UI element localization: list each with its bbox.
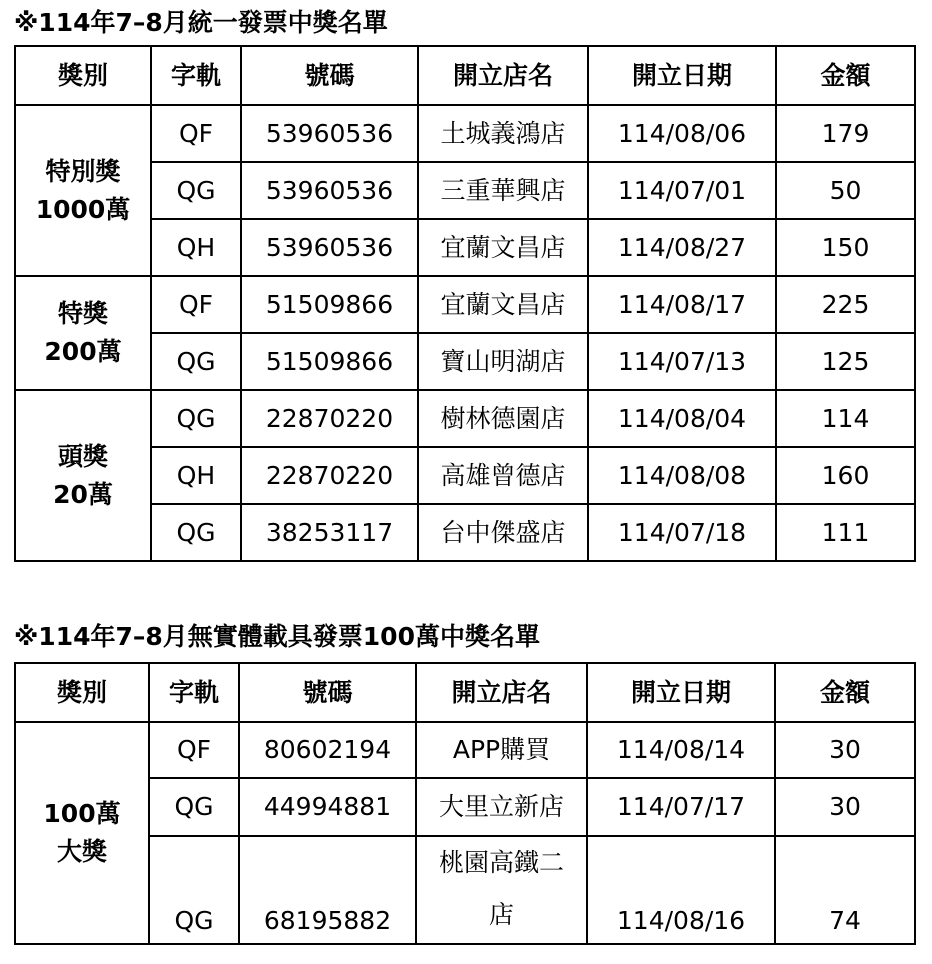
store-name-line: 桃園高鐵二 bbox=[438, 848, 564, 877]
amount-cell: 114 bbox=[776, 390, 915, 447]
table-row bbox=[15, 276, 915, 333]
no-carrier-winners-table bbox=[14, 662, 916, 945]
header-store: 開立店名 bbox=[418, 46, 588, 105]
table-header-row bbox=[15, 663, 915, 722]
table-header-row bbox=[15, 46, 915, 105]
track-cell: QG bbox=[149, 778, 239, 836]
prize-name: 特獎 bbox=[57, 299, 108, 328]
header-date: 開立日期 bbox=[588, 46, 776, 105]
prize-name: 大獎 bbox=[56, 837, 107, 866]
track-cell: QH bbox=[151, 447, 241, 504]
date-cell: 114/08/06 bbox=[588, 105, 776, 162]
header-date: 開立日期 bbox=[587, 663, 775, 722]
number-cell: 53960536 bbox=[241, 162, 418, 219]
date-cell: 114/07/17 bbox=[587, 778, 775, 836]
track-cell: QF bbox=[151, 105, 241, 162]
number-cell: 51509866 bbox=[241, 276, 418, 333]
table-row bbox=[15, 722, 915, 778]
amount-cell: 30 bbox=[775, 778, 915, 836]
store-cell: 寶山明湖店 bbox=[418, 333, 588, 390]
prize-cell bbox=[15, 722, 149, 944]
track-cell: QG bbox=[151, 504, 241, 561]
header-prize: 獎別 bbox=[15, 46, 151, 105]
store-name-line: 店 bbox=[488, 900, 514, 929]
header-prize: 獎別 bbox=[15, 663, 149, 722]
number-cell: 22870220 bbox=[241, 447, 418, 504]
amount-cell: 150 bbox=[776, 219, 915, 276]
number-cell: 22870220 bbox=[241, 390, 418, 447]
store-cell: 大里立新店 bbox=[416, 778, 587, 836]
store-cell: 三重華興店 bbox=[418, 162, 588, 219]
header-amount: 金額 bbox=[776, 46, 915, 105]
date-cell: 114/08/04 bbox=[588, 390, 776, 447]
prize-cell bbox=[15, 390, 151, 561]
header-number: 號碼 bbox=[239, 663, 416, 722]
table-row bbox=[15, 390, 915, 447]
prize-name: 特別獎 bbox=[45, 156, 121, 186]
track-cell: QH bbox=[151, 219, 241, 276]
track-cell: QG bbox=[151, 390, 241, 447]
prize-amount: 100萬 bbox=[43, 799, 121, 828]
header-track: 字軌 bbox=[149, 663, 239, 722]
amount-cell: 50 bbox=[776, 162, 915, 219]
date-cell: 114/07/01 bbox=[588, 162, 776, 219]
amount-cell: 225 bbox=[776, 276, 915, 333]
track-cell: QF bbox=[149, 722, 239, 778]
amount-cell: 125 bbox=[776, 333, 915, 390]
store-cell: 樹林德園店 bbox=[418, 390, 588, 447]
store-cell: 土城義鴻店 bbox=[418, 105, 588, 162]
prize-amount: 200萬 bbox=[44, 337, 122, 366]
store-cell: 宜蘭文昌店 bbox=[418, 276, 588, 333]
prize-amount: 1000萬 bbox=[35, 194, 131, 224]
number-cell: 51509866 bbox=[241, 333, 418, 390]
number-cell: 38253117 bbox=[241, 504, 418, 561]
track-cell: QG bbox=[149, 836, 239, 944]
table-row bbox=[15, 105, 915, 162]
track-cell: QG bbox=[151, 162, 241, 219]
header-store: 開立店名 bbox=[416, 663, 587, 722]
number-cell: 53960536 bbox=[241, 105, 418, 162]
date-cell: 114/08/14 bbox=[587, 722, 775, 778]
table-row bbox=[15, 836, 915, 944]
store-cell: APP購買 bbox=[416, 722, 587, 778]
prize-cell bbox=[15, 276, 151, 390]
date-cell: 114/08/27 bbox=[588, 219, 776, 276]
date-cell: 114/07/13 bbox=[588, 333, 776, 390]
table-row bbox=[15, 778, 915, 836]
date-cell: 114/08/17 bbox=[588, 276, 776, 333]
amount-cell: 30 bbox=[775, 722, 915, 778]
prize-cell bbox=[15, 105, 151, 276]
winners-list-title: ※114年7–8月統一發票中獎名單 bbox=[14, 8, 388, 37]
track-cell: QF bbox=[151, 276, 241, 333]
prize-name: 頭獎 bbox=[57, 441, 108, 471]
no-carrier-winners-title: ※114年7–8月無實體載具發票100萬中獎名單 bbox=[14, 622, 540, 651]
number-cell: 53960536 bbox=[241, 219, 418, 276]
amount-cell: 179 bbox=[776, 105, 915, 162]
store-cell: 台中傑盛店 bbox=[418, 504, 588, 561]
header-number: 號碼 bbox=[241, 46, 418, 105]
amount-cell: 160 bbox=[776, 447, 915, 504]
date-cell: 114/07/18 bbox=[588, 504, 776, 561]
store-cell: 宜蘭文昌店 bbox=[418, 219, 588, 276]
amount-cell: 111 bbox=[776, 504, 915, 561]
store-cell bbox=[416, 836, 587, 944]
store-cell: 高雄曾德店 bbox=[418, 447, 588, 504]
track-cell: QG bbox=[151, 333, 241, 390]
header-track: 字軌 bbox=[151, 46, 241, 105]
number-cell: 68195882 bbox=[239, 836, 416, 944]
prize-amount: 20萬 bbox=[53, 479, 113, 509]
date-cell: 114/08/16 bbox=[587, 836, 775, 944]
amount-cell: 74 bbox=[775, 836, 915, 944]
number-cell: 44994881 bbox=[239, 778, 416, 836]
date-cell: 114/08/08 bbox=[588, 447, 776, 504]
winners-table bbox=[14, 45, 916, 562]
header-amount: 金額 bbox=[775, 663, 915, 722]
number-cell: 80602194 bbox=[239, 722, 416, 778]
